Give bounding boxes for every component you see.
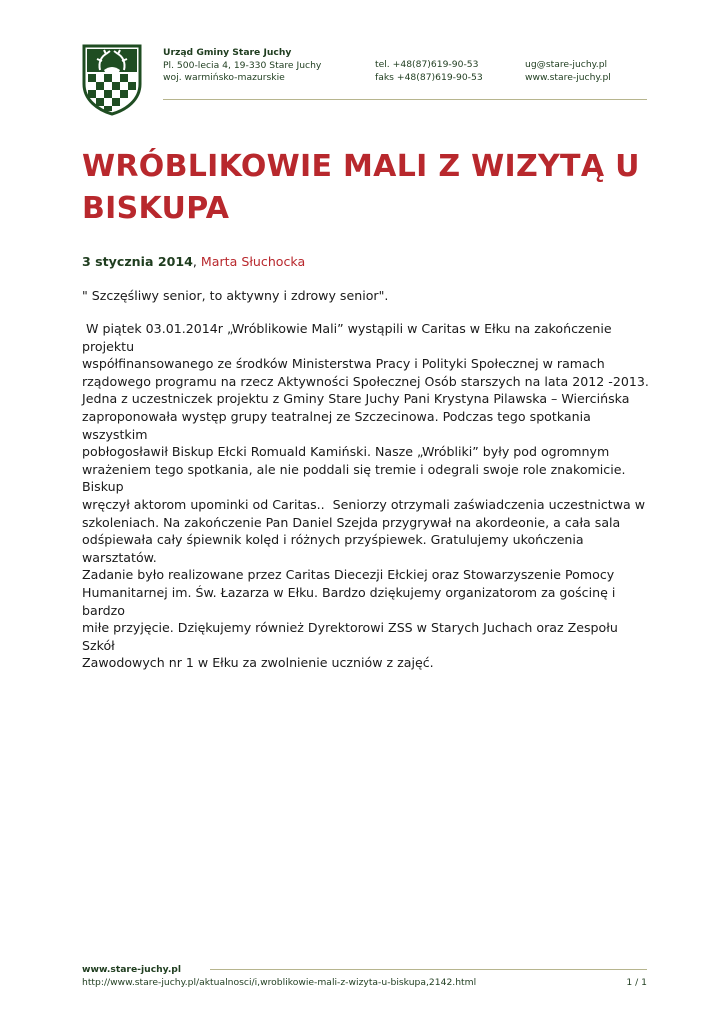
header-web-block — [525, 59, 655, 84]
article-body: W piątek 03.01.2014r „Wróblikowie Mali” wystąpili w Caritas w Ełku na zakończenie projektu współfinansowanego ze środków Ministerstwa Pracy i Polityki Społecznej w ramach rządowego programu na rzecz Aktywności Społecznej Osób starszych na lata 2012 -2013. Jedna z uczestniczek projektu z Gminy Stare Juchy Pani Krystyna Pilawska – Wiercińska zaproponowała występ grupy teatralnej ze Szczecinowa. Podczas tego spotkania wszystkim pobłogosławił Biskup Ełcki Romuald Kamiński. Nasze „Wróbliki” były pod ogromnym wrażeniem tego spotkania, ale nie poddali się tremie i odegrali swoje role znakomicie. Biskup wręczył aktorom upominki od Caritas.. Seniorzy otrzymali zaświadczenia uczestnictwa w szkoleniach. Na zakończenie Pan Daniel Szejda przygrywał na akordeonie, a cała sala odśpiewała cały śpiewnik kolęd i różnych przyśpiewek. Gratulujemy ukończenia warsztatów. Zadanie było realizowane przez Caritas Diecezji Ełckiej oraz Stowarzyszenie Pomocy Humanitarnej im. Św. Łazarza w Ełku. Bardzo dziękujemy organizatorom za gościnę i bardzo miłe przyjęcie. Dziękujemy również Dyrektorowi ZSS w Starych Juchach oraz Zespołu Szkół Zawodowych nr 1 w Ełku za zwolnienie uczniów z zajęć. — [82, 321, 649, 671]
website-link[interactable]: www.stare-juchy.pl — [525, 71, 611, 83]
address-line-1: Pl. 500-lecia 4, 19-330 Stare Juchy — [163, 59, 322, 71]
header-org-block — [163, 47, 363, 85]
article-date: 3 stycznia 2014 — [82, 254, 193, 269]
meta-separator: , — [192, 254, 197, 269]
coat-of-arms-icon — [82, 44, 142, 116]
article-author: Marta Słuchocka — [200, 254, 306, 269]
footer-url[interactable]: http://www.stare-juchy.pl/aktualnosci/i,wroblikowie-mali-z-wizyta-u-biskupa,2142.html — [82, 977, 477, 988]
phone-number: tel. +48(87)619-90-53 — [375, 59, 479, 70]
header-phone-block — [375, 59, 515, 84]
email-link[interactable]: ug@stare-juchy.pl — [525, 59, 608, 70]
article-quote: " Szczęśliwy senior, to aktywny i zdrowy senior". — [82, 288, 389, 303]
article-title: WRÓBLIKOWIE MALI Z WIZYTĄ U BISKUPA — [82, 149, 640, 226]
fax-number: faks +48(87)619-90-53 — [375, 71, 483, 83]
article-meta — [82, 254, 305, 269]
header-divider — [163, 99, 647, 100]
footer-site[interactable]: www.stare-juchy.pl — [82, 964, 182, 975]
footer-divider — [210, 969, 647, 970]
address-line-2: woj. warmińsko-mazurskie — [163, 72, 285, 83]
org-name: Urząd Gminy Stare Juchy — [163, 47, 292, 58]
page-number: 1 / 1 — [626, 977, 647, 988]
